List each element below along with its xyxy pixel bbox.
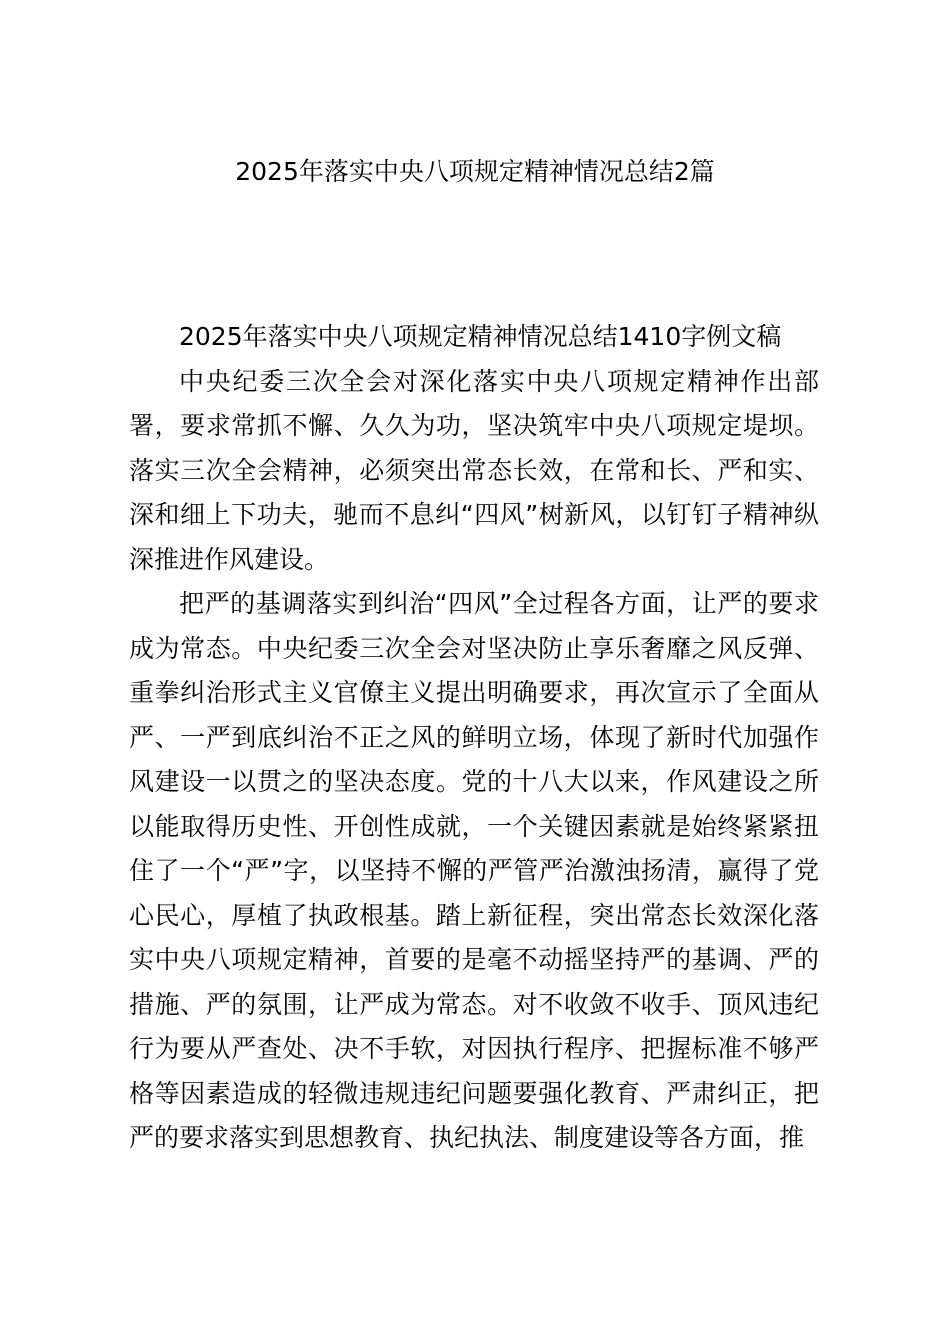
paragraph-2: 把严的基调落实到纠治“四风”全过程各方面，让严的要求成为常态。中央纪委三次全会对坚决防止享乐奢靡之风反弹、重拳纠治形式主义官僚主义提出明确要求，再次宣示了全面从严、一严到底纠治不正之风的鲜明立场，体现了新时代加强作风建设一以贯之的坚决态度。党的十八大以来，作风建设之所以能取得历史性、开创性成就，一个关键因素就是始终紧紧扭住了一个“严”字，以坚持不懈的严管严治激浊扬清，赢得了党心民心，厚植了执政根基。踏上新征程，突出常态长效深化落实中央八项规定精神，首要的是毫不动摇坚持严的基调、严的措施、严的氛围，让严成为常态。对不收敛不收手、顶风违纪行为要从严查处、决不手软，对因执行程序、把握标准不够严格等因素造成的轻微违规违纪问题要强化教育、严肃纠正，把严的要求落实到思想教育、执纪执法、制度建设等各方面，推 [129, 589, 819, 1152]
document-title: 2025年落实中央八项规定精神情况总结2篇 [235, 157, 715, 186]
paragraph-1: 中央纪委三次全会对深化落实中央八项规定精神作出部署，要求常抓不懈、久久为功，坚决筑牢中央八项规定堤坝。落实三次全会精神，必须突出常态长效，在常和长、严和实、深和细上下功夫，驰而不息纠“四风”树新风，以钉钉子精神纵深推进作风建设。 [129, 366, 819, 574]
article-subtitle: 2025年落实中央八项规定精神情况总结1410字例文稿 [179, 322, 782, 351]
document-body [129, 315, 819, 1161]
